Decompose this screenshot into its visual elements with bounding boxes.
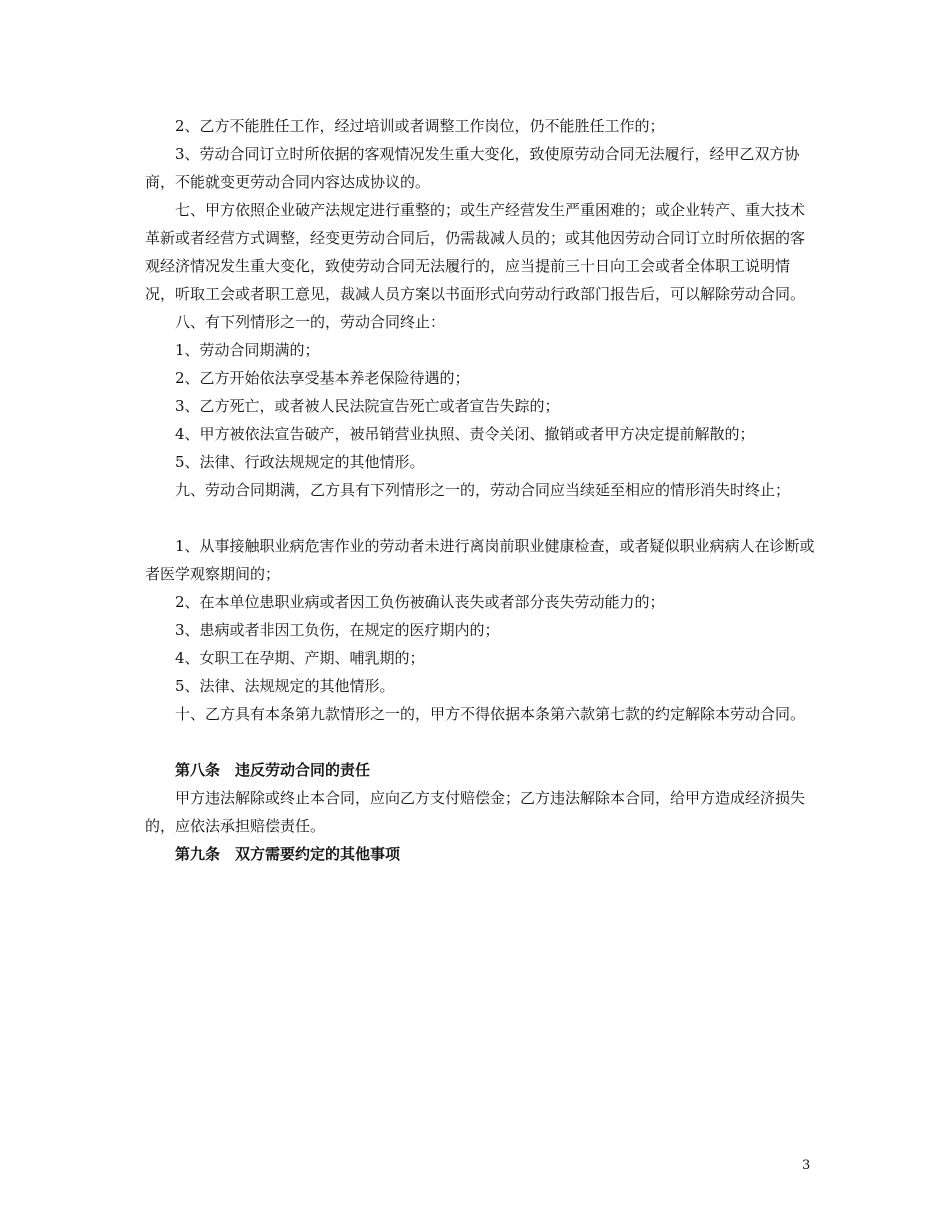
list-item: 2、乙方开始依法享受基本养老保险待遇的； (175, 369, 470, 387)
list-item: 1、劳动合同期满的； (175, 341, 320, 359)
document-body (145, 112, 815, 868)
article-8-heading: 第八条 违反劳动合同的责任 (175, 761, 371, 779)
article-9-heading: 第九条 双方需要约定的其他事项 (175, 845, 401, 863)
list-item: 4、甲方被依法宣告破产，被吊销营业执照、责令关闭、撤销或者甲方决定提前解散的； (175, 425, 755, 443)
list-item: 1、从事接触职业病危害作业的劳动者未进行离岗前职业健康检查，或者疑似职业病病人在诊断或者医学观察期间的； (145, 537, 815, 583)
list-item: 4、女职工在孕期、产期、哺乳期的； (175, 649, 425, 667)
paragraph-clause-9: 九、劳动合同期满，乙方具有下列情形之一的，劳动合同应当续延至相应的情形消失时终止； (175, 481, 791, 499)
blank-line (145, 504, 815, 532)
paragraph-item-3: 3、劳动合同订立时所依据的客观情况发生重大变化，致使原劳动合同无法履行，经甲乙双方协商，不能就变更劳动合同内容达成协议的。 (145, 145, 800, 191)
paragraph-clause-8: 八、有下列情形之一的，劳动合同终止： (175, 313, 446, 331)
paragraph-clause-7: 七、甲方依照企业破产法规定进行重整的；或生产经营发生严重困难的；或企业转产、重大技术革新或者经营方式调整，经变更劳动合同后，仍需裁减人员的；或其他因劳动合同订立时所依据的客观经济情况发生重大变化，致使劳动合同无法履行的，应当提前三十日向工会或者全体职工说明情况，听取工会或者职工意见，裁减人员方案以书面形式向劳动行政部门报告后，可以解除劳动合同。 (145, 201, 806, 303)
paragraph-item-2: 2、乙方不能胜任工作，经过培训或者调整工作岗位，仍不能胜任工作的； (175, 117, 665, 135)
list-item: 2、在本单位患职业病或者因工负伤被确认丧失或者部分丧失劳动能力的； (175, 593, 665, 611)
blank-line (145, 728, 815, 756)
list-item: 5、法律、行政法规规定的其他情形。 (175, 453, 425, 471)
page-number: 3 (802, 1158, 811, 1173)
paragraph-clause-10: 十、乙方具有本条第九款情形之一的，甲方不得依据本条第六款第七款的约定解除本劳动合同。 (175, 705, 806, 723)
list-item: 5、法律、法规规定的其他情形。 (175, 677, 395, 695)
list-item: 3、乙方死亡，或者被人民法院宣告死亡或者宣告失踪的； (175, 397, 560, 415)
article-8-body: 甲方违法解除或终止本合同，应向乙方支付赔偿金；乙方违法解除本合同，给甲方造成经济损失的，应依法承担赔偿责任。 (145, 789, 806, 835)
list-item: 3、患病或者非因工负伤，在规定的医疗期内的； (175, 621, 500, 639)
